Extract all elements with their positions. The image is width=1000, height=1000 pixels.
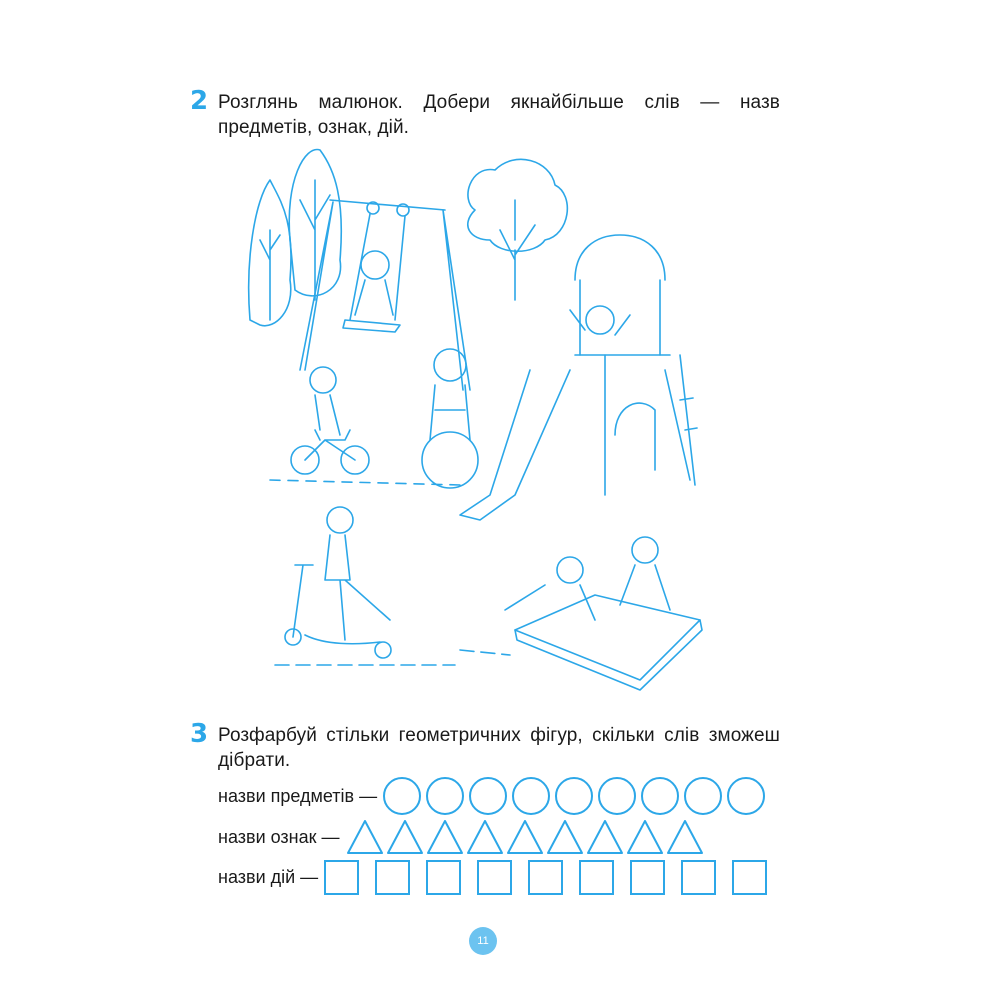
circle-shape[interactable] bbox=[512, 777, 550, 815]
circle-shape[interactable] bbox=[469, 777, 507, 815]
squares-row bbox=[218, 857, 783, 897]
square-shape[interactable] bbox=[732, 860, 767, 895]
circle-shape[interactable] bbox=[426, 777, 464, 815]
slide-icon bbox=[460, 235, 697, 520]
square-shape[interactable] bbox=[528, 860, 563, 895]
bicycle-icon bbox=[291, 367, 369, 474]
circle-shape[interactable] bbox=[555, 777, 593, 815]
ball-icon bbox=[422, 349, 478, 488]
square-shape[interactable] bbox=[681, 860, 716, 895]
triangles-row bbox=[218, 817, 706, 857]
circle-shape[interactable] bbox=[684, 777, 722, 815]
triangle-shape[interactable] bbox=[386, 819, 424, 855]
triangle-shape[interactable] bbox=[586, 819, 624, 855]
circle-shape[interactable] bbox=[727, 777, 765, 815]
task-3 bbox=[190, 719, 780, 773]
triangle-shape[interactable] bbox=[626, 819, 664, 855]
triangle-shape[interactable] bbox=[546, 819, 584, 855]
tree-icon bbox=[468, 159, 568, 300]
circles-row bbox=[218, 776, 770, 816]
task-3-instruction: Розфарбуй стільки геометричних фігур, скільки слів зможеш дібрати. bbox=[218, 725, 780, 771]
square-shape[interactable] bbox=[324, 860, 359, 895]
circle-shapes bbox=[383, 777, 770, 815]
squares-row-label: назви дій — bbox=[218, 866, 319, 887]
page-number: 11 bbox=[469, 927, 497, 955]
task-2-number: 2 bbox=[190, 86, 209, 116]
triangle-shape[interactable] bbox=[666, 819, 704, 855]
square-shape[interactable] bbox=[477, 860, 512, 895]
square-shapes bbox=[324, 860, 783, 895]
sandbox-icon bbox=[505, 537, 702, 690]
task-2-instruction: Розглянь малюнок. Добери якнайбільше слів — назв предметів, ознак, дій. bbox=[218, 92, 780, 138]
task-2 bbox=[190, 86, 780, 140]
triangle-shape[interactable] bbox=[506, 819, 544, 855]
square-shape[interactable] bbox=[426, 860, 461, 895]
circle-shape[interactable] bbox=[598, 777, 636, 815]
scooter-icon bbox=[285, 507, 391, 658]
square-shape[interactable] bbox=[630, 860, 665, 895]
swing-icon bbox=[300, 200, 470, 390]
triangle-shapes bbox=[346, 819, 706, 855]
triangles-row-label: назви ознак — bbox=[218, 826, 340, 847]
circle-shape[interactable] bbox=[641, 777, 679, 815]
square-shape[interactable] bbox=[579, 860, 614, 895]
triangle-shape[interactable] bbox=[346, 819, 384, 855]
circles-row-label: назви предметів — bbox=[218, 785, 378, 806]
circle-shape[interactable] bbox=[383, 777, 421, 815]
triangle-shape[interactable] bbox=[426, 819, 464, 855]
square-shape[interactable] bbox=[375, 860, 410, 895]
playground-illustration bbox=[245, 140, 725, 700]
triangle-shape[interactable] bbox=[466, 819, 504, 855]
task-3-number: 3 bbox=[190, 719, 209, 749]
